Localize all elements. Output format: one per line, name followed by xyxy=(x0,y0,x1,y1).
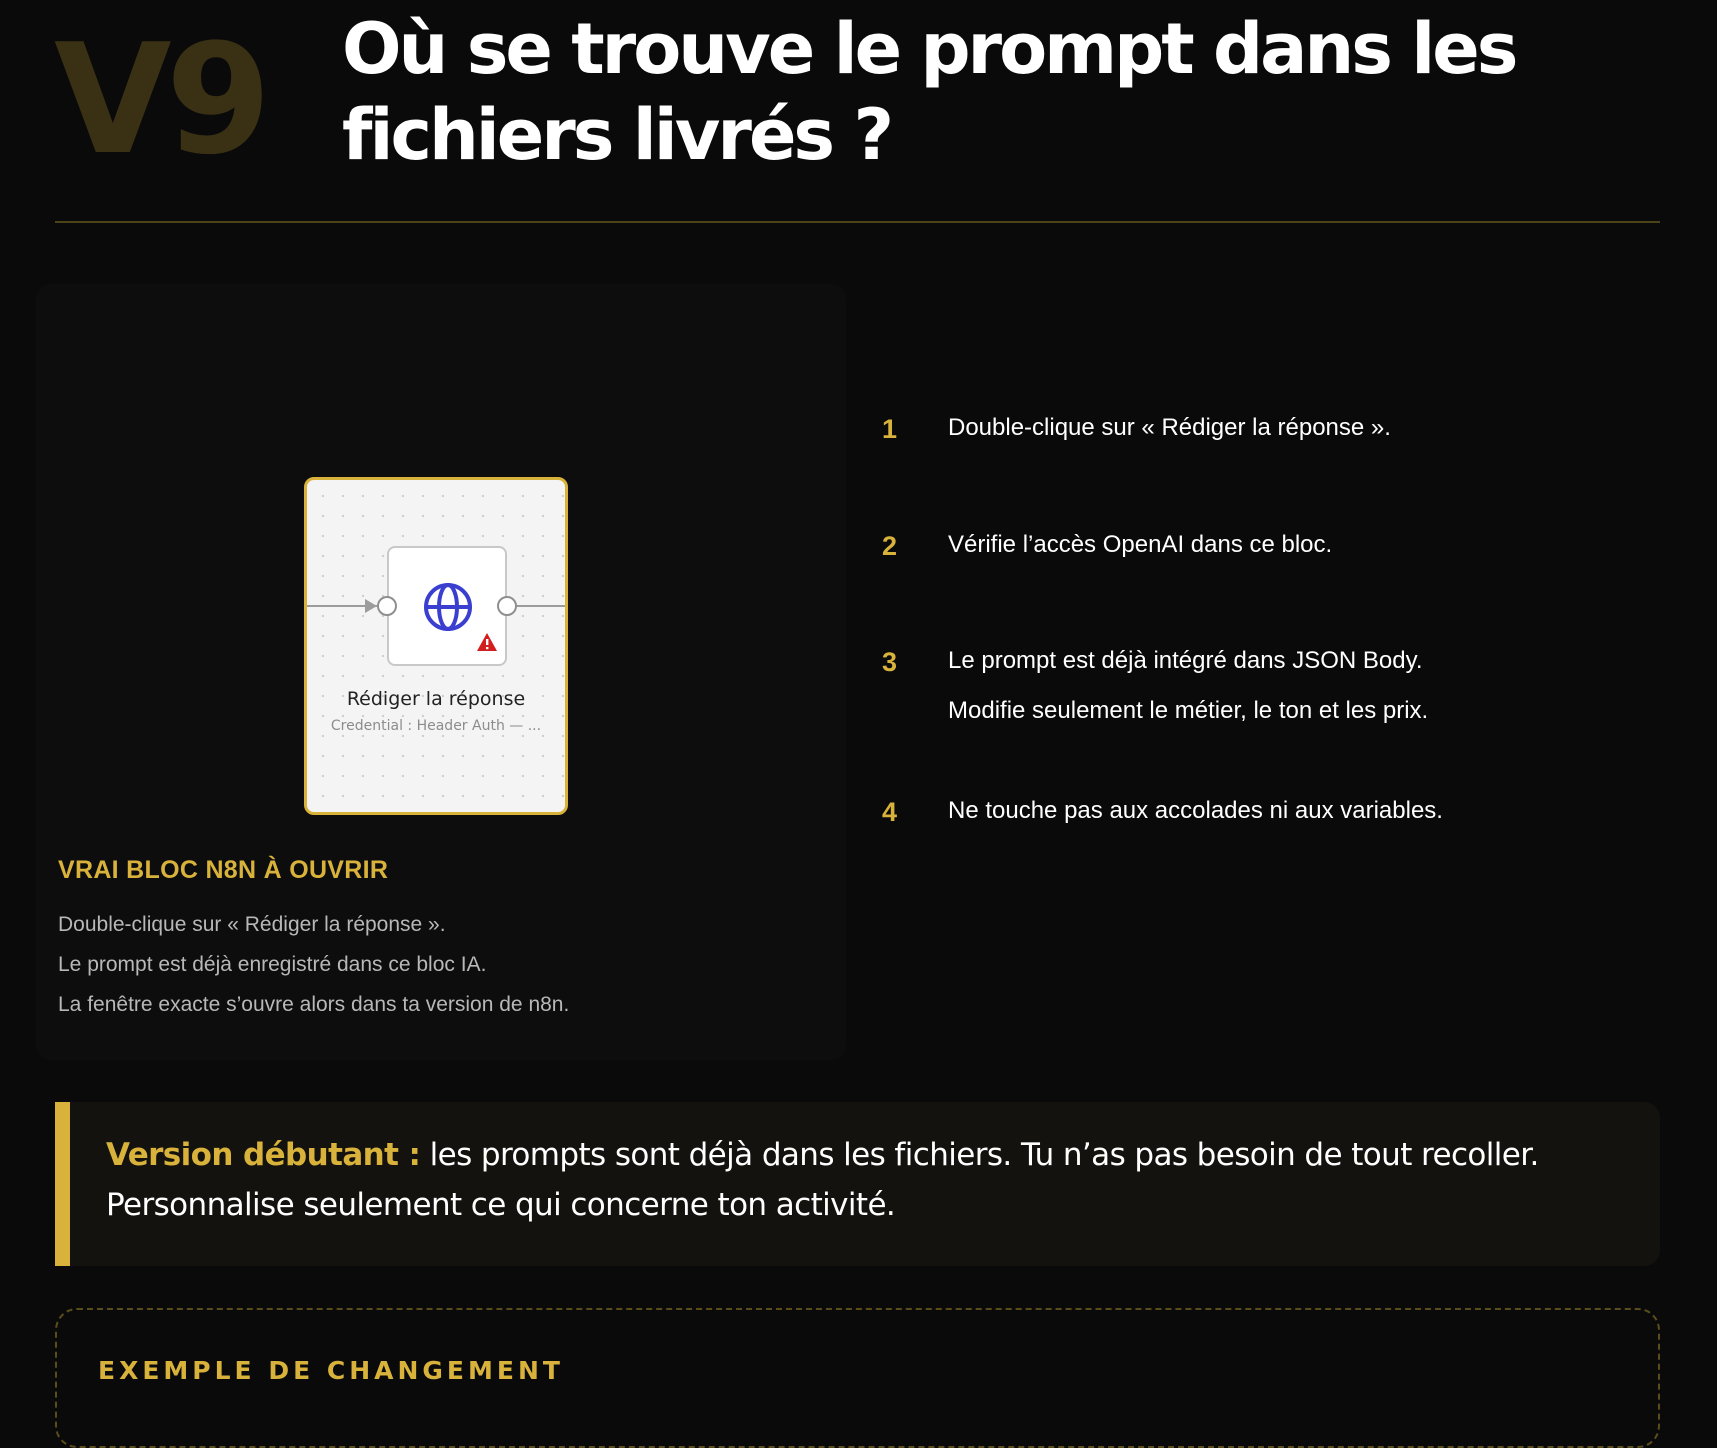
page-title: Où se trouve le prompt dans les fichiers livrés ? xyxy=(342,8,1516,176)
step-text xyxy=(948,648,1428,736)
step-line: Vérifie l’accès OpenAI dans ce bloc. xyxy=(948,531,1333,558)
step-number: 3 xyxy=(882,647,898,677)
example-title: EXEMPLE DE CHANGEMENT xyxy=(98,1356,564,1385)
step-text xyxy=(948,415,1391,453)
step-line: Le prompt est déjà intégré dans JSON Body. xyxy=(948,647,1423,674)
card-description xyxy=(58,905,569,1025)
example-box xyxy=(55,1308,1660,1448)
card-description-line: La fenêtre exacte s’ouvre alors dans ta version de n8n. xyxy=(58,993,570,1016)
page-header xyxy=(0,0,1717,230)
input-port[interactable] xyxy=(377,596,397,616)
step-text xyxy=(948,532,1332,570)
card-description-line: Double-clique sur « Rédiger la réponse ». xyxy=(58,913,446,936)
node-label: Rédiger la réponse xyxy=(346,688,526,710)
n8n-canvas-preview[interactable] xyxy=(304,477,568,815)
http-request-node[interactable] xyxy=(387,546,507,666)
beginner-callout xyxy=(55,1102,1660,1266)
version-badge: V9 xyxy=(54,11,266,188)
callout-accent-bar xyxy=(55,1102,70,1266)
step-number: 4 xyxy=(882,797,898,827)
step-text xyxy=(948,798,1443,836)
header-divider xyxy=(55,221,1660,223)
step-line: Double-clique sur « Rédiger la réponse ». xyxy=(948,414,1391,441)
step-line: Modifie seulement le métier, le ton et les prix. xyxy=(948,697,1429,724)
step-number: 1 xyxy=(882,414,898,444)
node-credential-label: Credential : Header Auth — ... xyxy=(330,718,542,734)
callout-text xyxy=(106,1130,1636,1230)
n8n-node-card xyxy=(36,284,846,1060)
globe-icon xyxy=(422,581,474,633)
warning-triangle-icon xyxy=(476,632,498,652)
step-number: 2 xyxy=(882,531,898,561)
callout-lead: Version débutant : xyxy=(106,1137,421,1173)
card-caption: VRAI BLOC N8N À OUVRIR xyxy=(58,856,389,884)
step-line: Ne touche pas aux accolades ni aux variables. xyxy=(948,797,1443,824)
output-port[interactable] xyxy=(497,596,517,616)
card-description-line: Le prompt est déjà enregistré dans ce bloc IA. xyxy=(58,953,487,976)
callout-body: les prompts sont déjà dans les fichiers. Tu n’as pas besoin de tout recoller. Personnalise seulement ce qui concerne ton activité. xyxy=(106,1137,1539,1223)
input-arrow-icon xyxy=(365,599,377,613)
